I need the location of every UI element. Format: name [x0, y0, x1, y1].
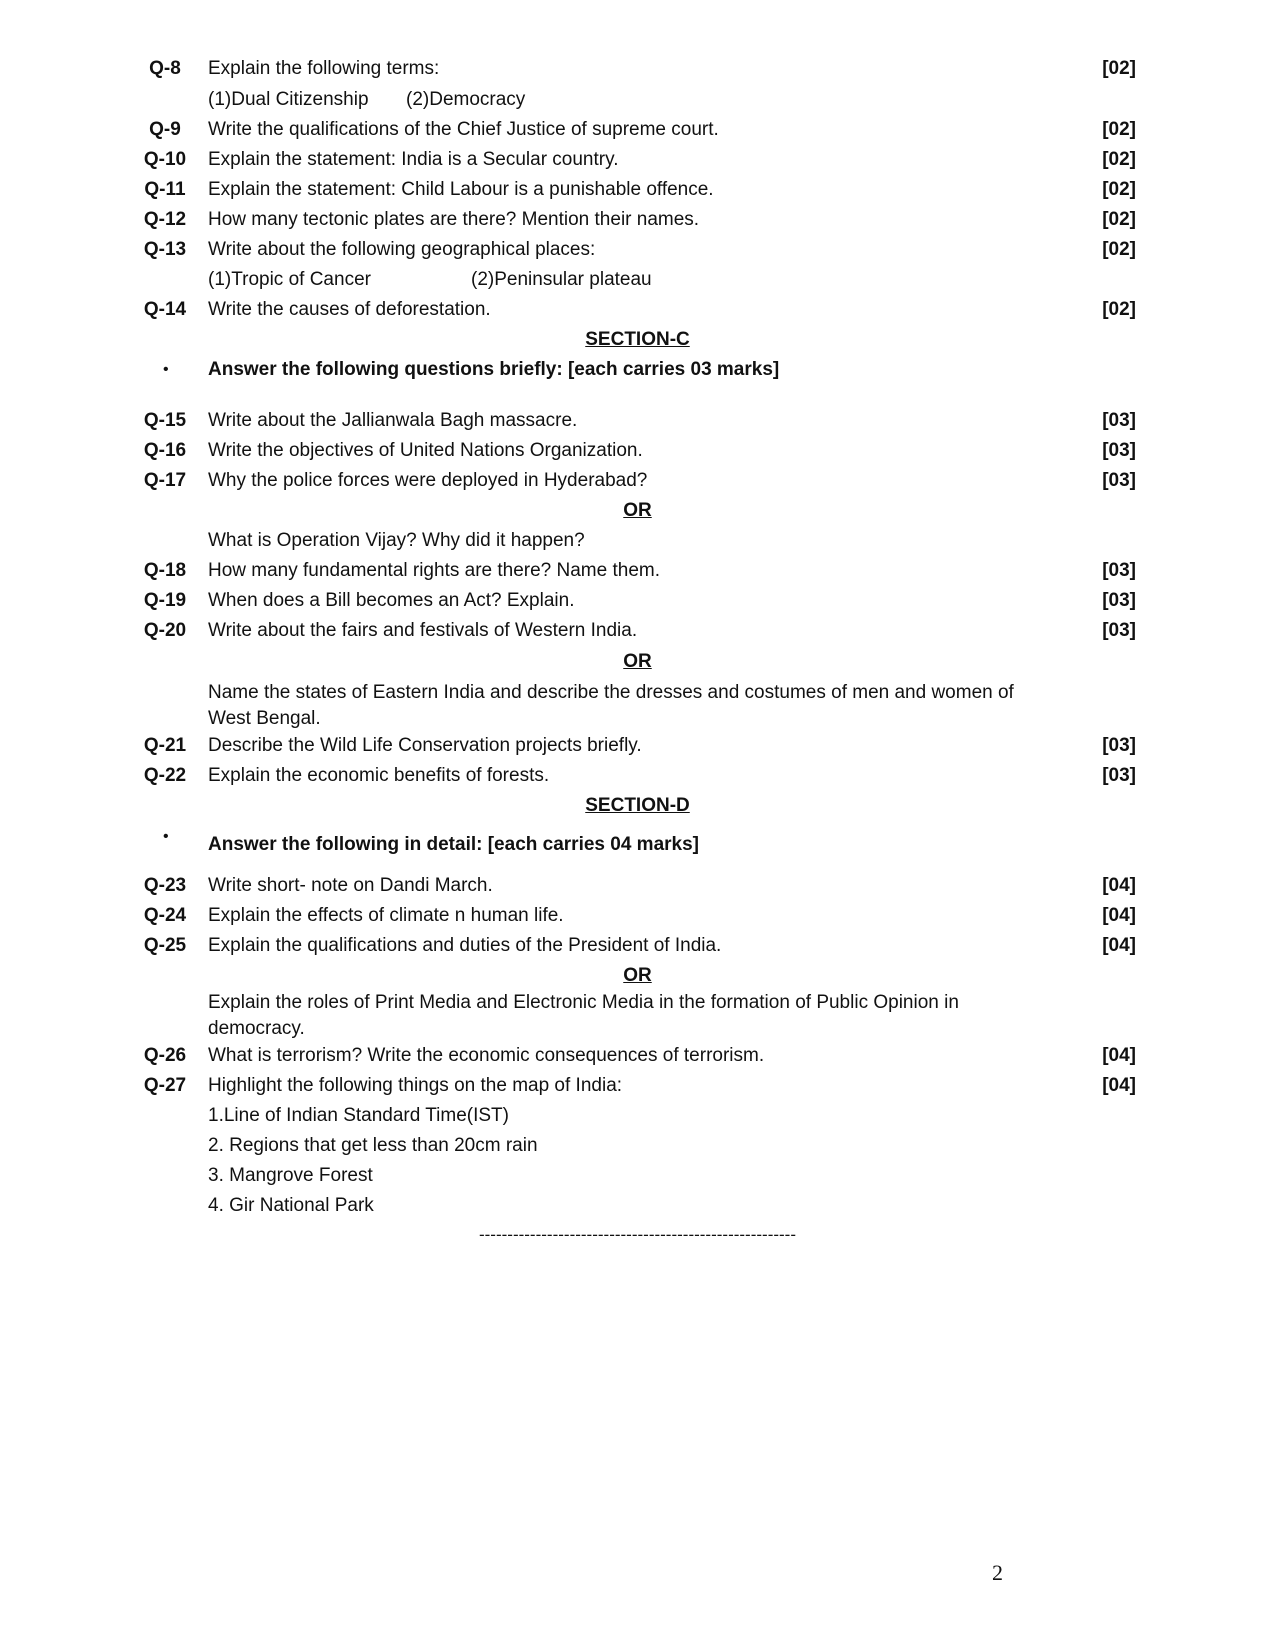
instruction-text: Answer the following questions briefly: [each carries 03 marks] [208, 359, 780, 380]
or-divider [0, 647, 1275, 677]
question-number: Q-18 [143, 560, 187, 581]
question-marks: [03] [1102, 590, 1136, 611]
question-text: Explain the qualifications and duties of the President of India. [208, 935, 722, 956]
question-marks: [02] [1102, 299, 1136, 320]
question-number: Q-9 [149, 119, 181, 140]
question-text: Write short- note on Dandi March. [208, 875, 493, 896]
question-row [0, 175, 1275, 205]
bullet-icon: • [163, 361, 169, 378]
question-text: Write the objectives of United Nations Organization. [208, 440, 643, 461]
question-marks: [02] [1102, 149, 1136, 170]
question-text: Write the causes of deforestation. [208, 299, 491, 320]
section-instruction [0, 355, 1275, 385]
question-marks: [03] [1102, 410, 1136, 431]
question-marks: [02] [1102, 58, 1136, 79]
question-marks: [03] [1102, 620, 1136, 641]
section-c-title: SECTION-C [585, 329, 690, 350]
question-row [0, 616, 1275, 646]
option-2: (2)Democracy [406, 89, 526, 110]
list-item [0, 1161, 1275, 1191]
instruction-text: Answer the following in detail: [each carries 04 marks] [208, 834, 699, 855]
map-item-2: 2. Regions that get less than 20cm rain [208, 1135, 538, 1156]
question-marks: [04] [1102, 1045, 1136, 1066]
option-1: (1)Dual Citizenship [208, 89, 369, 110]
separator-line: -------------------------------------------------------- [478, 1225, 797, 1244]
question-marks: [03] [1102, 765, 1136, 786]
question-number: Q-21 [143, 735, 187, 756]
question-number: Q-13 [143, 239, 187, 260]
alternative-text: What is Operation Vijay? Why did it happen? [208, 530, 585, 551]
question-number: Q-16 [143, 440, 187, 461]
or-label: OR [623, 651, 652, 672]
question-marks: [03] [1102, 440, 1136, 461]
question-marks: [02] [1102, 119, 1136, 140]
alternative-question [0, 526, 1275, 556]
question-text: Explain the following terms: [208, 58, 440, 79]
question-number: Q-24 [143, 905, 187, 926]
question-marks: [03] [1102, 735, 1136, 756]
alternative-text: Name the states of Eastern India and describe the dresses and costumes of men and women of West Bengal. [208, 682, 1014, 729]
question-number: Q-8 [149, 58, 181, 79]
or-label: OR [623, 965, 652, 986]
question-text: Describe the Wild Life Conservation projects briefly. [208, 735, 642, 756]
question-marks: [03] [1102, 470, 1136, 491]
question-text: Highlight the following things on the map of India: [208, 1075, 623, 1096]
question-options [0, 265, 1275, 295]
end-separator [0, 1220, 1275, 1250]
question-number: Q-27 [143, 1075, 187, 1096]
list-item [0, 1101, 1275, 1131]
question-text: Explain the statement: India is a Secular country. [208, 149, 619, 170]
question-text: Explain the effects of climate n human life. [208, 905, 564, 926]
question-text: Write about the following geographical places: [208, 239, 596, 260]
question-row [0, 1071, 1275, 1101]
question-row [0, 871, 1275, 901]
map-item-3: 3. Mangrove Forest [208, 1165, 373, 1186]
question-options [0, 85, 1275, 115]
list-item [0, 1131, 1275, 1161]
section-instruction [0, 830, 1275, 860]
question-row [0, 205, 1275, 235]
question-text: Write about the Jallianwala Bagh massacre. [208, 410, 578, 431]
or-divider [0, 496, 1275, 526]
alternative-text: Explain the roles of Print Media and Electronic Media in the formation of Public Opinion in democracy. [208, 992, 959, 1039]
or-label: OR [623, 500, 652, 521]
question-number: Q-10 [143, 149, 187, 170]
question-number: Q-17 [143, 470, 187, 491]
question-text: Explain the economic benefits of forests. [208, 765, 550, 786]
question-number: Q-14 [143, 299, 187, 320]
question-row [0, 235, 1275, 265]
question-text: Why the police forces were deployed in Hyderabad? [208, 470, 648, 491]
question-text: Write the qualifications of the Chief Justice of supreme court. [208, 119, 719, 140]
list-item [0, 1191, 1275, 1221]
question-row [0, 466, 1275, 496]
question-text: Write about the fairs and festivals of Western India. [208, 620, 638, 641]
bullet-icon: • [163, 828, 169, 845]
question-row [0, 54, 1275, 84]
question-row [0, 115, 1275, 145]
question-text: How many tectonic plates are there? Mention their names. [208, 209, 700, 230]
question-row [0, 145, 1275, 175]
question-number: Q-11 [144, 179, 186, 200]
question-row [0, 901, 1275, 931]
question-number: Q-19 [143, 590, 187, 611]
question-number: Q-22 [143, 765, 187, 786]
question-text: How many fundamental rights are there? Name them. [208, 560, 660, 581]
question-row [0, 761, 1275, 791]
question-row [0, 406, 1275, 436]
or-divider [0, 961, 1275, 991]
question-marks: [02] [1102, 179, 1136, 200]
question-text: Explain the statement: Child Labour is a punishable offence. [208, 179, 714, 200]
question-row [0, 731, 1275, 761]
question-number: Q-26 [143, 1045, 187, 1066]
question-row [0, 436, 1275, 466]
option-2: (2)Peninsular plateau [471, 269, 652, 290]
question-marks: [03] [1102, 560, 1136, 581]
question-row [0, 556, 1275, 586]
question-marks: [02] [1102, 209, 1136, 230]
question-text: When does a Bill becomes an Act? Explain. [208, 590, 575, 611]
question-marks: [04] [1102, 875, 1136, 896]
question-number: Q-20 [143, 620, 187, 641]
question-marks: [04] [1102, 905, 1136, 926]
question-text: What is terrorism? Write the economic consequences of terrorism. [208, 1045, 765, 1066]
section-heading [0, 325, 1275, 355]
option-1: (1)Tropic of Cancer [208, 269, 371, 290]
question-marks: [02] [1102, 239, 1136, 260]
section-heading [0, 791, 1275, 821]
question-row [0, 1041, 1275, 1071]
map-item-4: 4. Gir National Park [208, 1195, 374, 1216]
question-marks: [04] [1102, 1075, 1136, 1096]
question-row [0, 295, 1275, 325]
question-number: Q-25 [143, 935, 187, 956]
question-number: Q-15 [143, 410, 187, 431]
question-row [0, 586, 1275, 616]
map-item-1: 1.Line of Indian Standard Time(IST) [208, 1105, 509, 1126]
section-d-title: SECTION-D [585, 795, 690, 816]
question-marks: [04] [1102, 935, 1136, 956]
question-number: Q-12 [143, 209, 187, 230]
question-row [0, 931, 1275, 961]
question-number: Q-23 [143, 875, 187, 896]
page-number: 2 [992, 1560, 1003, 1585]
